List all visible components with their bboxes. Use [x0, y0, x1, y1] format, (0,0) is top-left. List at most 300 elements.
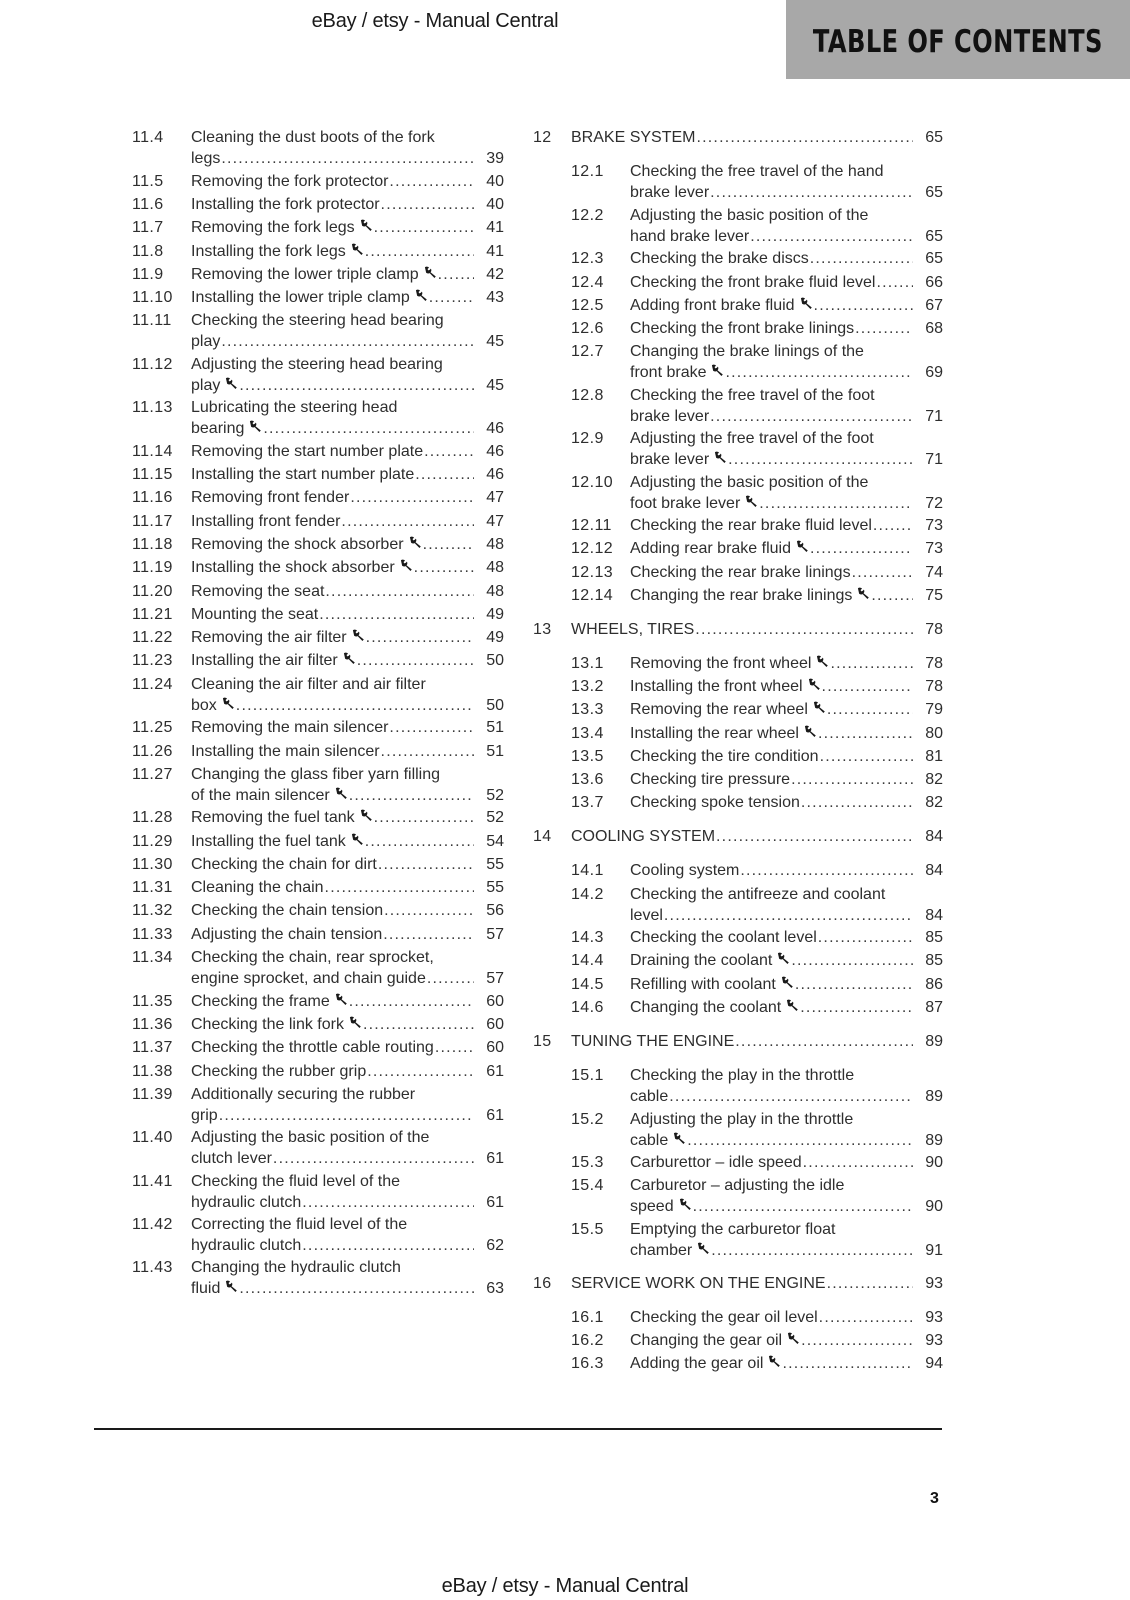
toc-entry[interactable]: [132, 1015, 504, 1036]
toc-entry-number: 11.40: [132, 1129, 173, 1146]
toc-entry[interactable]: [533, 563, 943, 584]
toc-entry-title: Adding front brake fluid: [630, 297, 795, 314]
toc-entry[interactable]: [533, 1176, 943, 1218]
toc-chapter-entry[interactable]: [533, 1274, 943, 1295]
toc-entry[interactable]: [533, 724, 943, 745]
toc-entry-body: [630, 885, 943, 927]
toc-entry[interactable]: [132, 265, 504, 286]
toc-entry[interactable]: [533, 1331, 943, 1352]
leader-dots: [728, 450, 913, 470]
toc-entry[interactable]: [533, 1308, 943, 1329]
toc-entry-title: play: [191, 377, 221, 394]
toc-entry-body: [571, 1274, 943, 1295]
toc-entry-title: foot brake lever: [630, 495, 741, 512]
toc-entry-number: 11.29: [132, 833, 173, 850]
toc-entry-number: 11.6: [132, 196, 164, 213]
toc-page-number: 57: [486, 926, 504, 943]
toc-chapter-entry[interactable]: [533, 1032, 943, 1053]
toc-entry[interactable]: [533, 162, 943, 204]
toc-entry-body: [630, 1110, 943, 1152]
toc-entry[interactable]: [132, 1085, 504, 1127]
toc-entry[interactable]: [132, 1062, 504, 1083]
leader-dots: [750, 227, 913, 247]
leader-dots: [383, 925, 474, 945]
leader-dots: [855, 319, 913, 339]
toc-entry-body: [630, 1176, 943, 1218]
toc-entry-number: 16.3: [571, 1355, 604, 1372]
toc-entry-number: 12.11: [571, 517, 612, 534]
toc-page-number: 55: [486, 856, 504, 873]
toc-entry-body: [630, 516, 943, 537]
toc-entry-body: [191, 1172, 504, 1214]
leader-dots: [367, 1062, 474, 1082]
toc-entry-body: [571, 1032, 943, 1053]
leader-dots: [791, 770, 913, 790]
wrench-icon: [812, 700, 826, 714]
toc-page-number: 50: [486, 697, 504, 714]
toc-page-number: 51: [486, 743, 504, 760]
toc-entry-title: Checking the link fork: [191, 1016, 344, 1033]
toc-entry-title: grip: [191, 1107, 218, 1124]
toc-entry-title: Checking the free travel of the foot: [630, 387, 875, 404]
toc-entry-number: 12.7: [571, 343, 604, 360]
wrench-icon: [414, 288, 428, 302]
leader-dots: [716, 827, 913, 847]
leader-dots: [710, 407, 913, 427]
toc-entry-number: 13.4: [571, 725, 604, 742]
leader-dots: [365, 242, 474, 262]
toc-entry[interactable]: [533, 1066, 943, 1108]
toc-page-number: 41: [486, 219, 504, 236]
toc-entry[interactable]: [533, 885, 943, 927]
leader-dots: [423, 535, 474, 555]
leader-dots: [239, 376, 474, 396]
toc-chapter-entry[interactable]: [533, 128, 943, 149]
toc-page-number: 66: [925, 274, 943, 291]
toc-entry[interactable]: [533, 273, 943, 294]
toc-entry-number: 12.9: [571, 430, 604, 447]
toc-entry-number: 11.43: [132, 1259, 173, 1276]
toc-entry-number: 11.24: [132, 676, 173, 693]
toc-entry-body: [191, 808, 504, 829]
leader-dots: [710, 183, 913, 203]
toc-entry-body: [191, 878, 504, 899]
toc-entry[interactable]: [132, 948, 504, 990]
toc-entry[interactable]: [132, 765, 504, 807]
wrench-icon: [359, 808, 373, 822]
toc-entry-title: Checking the front brake linings: [630, 320, 855, 337]
toc-entry-body: [630, 1153, 943, 1174]
toc-entry-title: Removing front fender: [191, 489, 350, 506]
toc-entry-title: Installing the lower triple clamp: [191, 289, 410, 306]
toc-entry-number: 11.7: [132, 219, 164, 236]
toc-entry-body: [191, 1038, 504, 1059]
toc-entry[interactable]: [132, 1258, 504, 1300]
toc-entry-number: 11.39: [132, 1086, 173, 1103]
toc-page-number: 94: [925, 1355, 943, 1372]
toc-entry-title: Checking spoke tension: [630, 794, 800, 811]
toc-entry-number: 11.41: [132, 1173, 173, 1190]
toc-entry-title: Installing the air filter: [191, 652, 338, 669]
toc-entry[interactable]: [132, 355, 504, 397]
toc-entry[interactable]: [533, 928, 943, 949]
toc-entry-body: [191, 1085, 504, 1127]
wrench-icon: [785, 998, 799, 1012]
leader-dots: [818, 724, 913, 744]
toc-entry-number: 11.36: [132, 1016, 173, 1033]
toc-entry[interactable]: [132, 242, 504, 263]
toc-entry-title: play: [191, 333, 221, 350]
toc-entry[interactable]: [132, 1172, 504, 1214]
toc-entry[interactable]: [132, 558, 504, 579]
wrench-icon: [348, 1015, 362, 1029]
toc-entry-body: [630, 998, 943, 1019]
toc-entry-body: [191, 242, 504, 263]
wrench-icon: [856, 586, 870, 600]
toc-entry-body: [191, 288, 504, 309]
toc-entry[interactable]: [533, 429, 943, 471]
leader-dots: [782, 1354, 913, 1374]
toc-entry[interactable]: [533, 539, 943, 560]
leader-dots: [693, 1197, 913, 1217]
toc-page-number: 89: [925, 1132, 943, 1149]
toc-entry[interactable]: [132, 925, 504, 946]
toc-entry-title: Refilling with coolant: [630, 976, 776, 993]
toc-page-number: 90: [925, 1154, 943, 1171]
toc-entry[interactable]: [533, 747, 943, 768]
wrench-icon: [224, 376, 238, 390]
toc-entry-title: Cleaning the dust boots of the fork: [191, 129, 435, 146]
toc-entry[interactable]: [533, 951, 943, 972]
toc-chapter-entry[interactable]: [533, 620, 943, 641]
toc-entry-body: [630, 563, 943, 584]
toc-entry[interactable]: [533, 206, 943, 248]
toc-entry[interactable]: [132, 832, 504, 853]
toc-entry-number: 11.30: [132, 856, 173, 873]
leader-dots: [341, 512, 474, 532]
toc-entry[interactable]: [132, 398, 504, 440]
toc-page-number: 75: [925, 587, 943, 604]
toc-entry-number: 16: [533, 1275, 552, 1292]
toc-entry[interactable]: [533, 861, 943, 882]
toc-entry-number: 11.4: [132, 129, 164, 146]
toc-entry-number: 11.28: [132, 809, 173, 826]
toc-entry[interactable]: [132, 195, 504, 216]
toc-entry-number: 12.5: [571, 297, 604, 314]
toc-entry[interactable]: [533, 700, 943, 721]
toc-page-number: 52: [486, 809, 504, 826]
toc-entry[interactable]: [132, 311, 504, 353]
toc-entry[interactable]: [533, 998, 943, 1019]
toc-entry[interactable]: [132, 288, 504, 309]
toc-entry[interactable]: [132, 901, 504, 922]
toc-entry-title: Removing the air filter: [191, 629, 347, 646]
toc-entry-title: Checking the rubber grip: [191, 1063, 367, 1080]
toc-entry-number: 14.3: [571, 929, 604, 946]
toc-entry-body: [630, 429, 943, 471]
toc-entry-number: 11.11: [132, 312, 172, 329]
toc-entry[interactable]: [132, 651, 504, 672]
leader-dots: [415, 465, 474, 485]
leader-dots: [429, 288, 474, 308]
toc-entry-body: [571, 827, 943, 848]
toc-page-number: 85: [925, 929, 943, 946]
toc-entry-title: front brake: [630, 364, 707, 381]
wrench-icon: [399, 558, 413, 572]
toc-entry-body: [191, 901, 504, 922]
toc-page-number: 65: [925, 184, 943, 201]
toc-entry-title: Checking the chain for dirt: [191, 856, 377, 873]
leader-dots: [820, 747, 913, 767]
toc-page-number: 72: [925, 495, 943, 512]
toc-page-number: 73: [925, 517, 943, 534]
wrench-icon: [815, 654, 829, 668]
toc-entry-title: Installing the main silencer: [191, 743, 380, 760]
toc-page-number: 46: [486, 443, 504, 460]
toc-entry[interactable]: [132, 718, 504, 739]
leader-dots: [389, 718, 474, 738]
toc-page-number: 65: [925, 250, 943, 267]
toc-entry-body: [191, 488, 504, 509]
toc-page-number: 67: [925, 297, 943, 314]
leader-dots: [366, 628, 474, 648]
toc-entry-number: 15.1: [571, 1067, 604, 1084]
leader-dots: [236, 696, 474, 716]
toc-entry-title: Installing the fuel tank: [191, 833, 346, 850]
toc-entry[interactable]: [132, 488, 504, 509]
toc-entry-title: Adjusting the steering head bearing: [191, 356, 443, 373]
toc-page-number: 61: [486, 1150, 504, 1167]
toc-entry-title: Draining the coolant: [630, 952, 773, 969]
toc-entry-title: Adjusting the free travel of the foot: [630, 430, 874, 447]
toc-page-number: 74: [925, 564, 943, 581]
toc-entry[interactable]: [533, 319, 943, 340]
toc-page-number: 84: [925, 862, 943, 879]
leader-dots: [852, 563, 913, 583]
toc-entry-body: [630, 1220, 943, 1262]
leader-dots: [818, 928, 913, 948]
toc-page-number: 78: [925, 621, 943, 638]
toc-entry-title: Removing the fuel tank: [191, 809, 355, 826]
toc-entry-number: 11.23: [132, 652, 173, 669]
toc-entry[interactable]: [533, 677, 943, 698]
toc-page-number: 79: [925, 701, 943, 718]
toc-entry[interactable]: [132, 1215, 504, 1257]
toc-entry[interactable]: [132, 442, 504, 463]
toc-page-number: 78: [925, 678, 943, 695]
leader-dots: [438, 265, 474, 285]
toc-entry-number: 11.20: [132, 583, 173, 600]
leader-dots: [374, 808, 474, 828]
toc-entry-title: Checking the chain, rear sprocket,: [191, 949, 434, 966]
toc-entry-title: Adding the gear oil: [630, 1355, 764, 1372]
toc-page-number: 65: [925, 129, 943, 146]
toc-entry-title: Installing the start number plate: [191, 466, 415, 483]
toc-page-number: 93: [925, 1275, 943, 1292]
toc-entry-body: [630, 1331, 943, 1352]
leader-dots: [669, 1087, 913, 1107]
toc-entry-number: 12.12: [571, 540, 614, 557]
toc-entry-title: Checking the free travel of the hand: [630, 163, 884, 180]
toc-entry-number: 12.14: [571, 587, 614, 604]
toc-entry-number: 12.1: [571, 163, 604, 180]
wrench-icon: [351, 628, 365, 642]
toc-entry-title: Installing the shock absorber: [191, 559, 395, 576]
leader-dots: [725, 363, 913, 383]
toc-entry[interactable]: [132, 218, 504, 239]
toc-entry-number: 11.5: [132, 173, 164, 190]
leader-dots: [263, 419, 474, 439]
toc-entry-body: [191, 1215, 504, 1257]
footer-divider: [94, 1428, 942, 1430]
wrench-icon: [799, 296, 813, 310]
toc-entry-number: 11.42: [132, 1216, 173, 1233]
toc-entry[interactable]: [533, 342, 943, 384]
toc-page-number: 78: [925, 655, 943, 672]
toc-entry[interactable]: [533, 1354, 943, 1375]
toc-entry[interactable]: [132, 172, 504, 193]
toc-page-number: 80: [925, 725, 943, 742]
toc-entry[interactable]: [533, 249, 943, 270]
toc-entry-number: 15.3: [571, 1154, 604, 1171]
toc-entry[interactable]: [132, 628, 504, 649]
toc-entry[interactable]: [132, 855, 504, 876]
toc-entry-title: fluid: [191, 1280, 221, 1297]
toc-entry-number: 14: [533, 828, 552, 845]
toc-entry[interactable]: [533, 516, 943, 537]
toc-entry-body: [191, 765, 504, 807]
toc-entry[interactable]: [533, 386, 943, 428]
toc-entry-body: [191, 558, 504, 579]
toc-entry[interactable]: [132, 742, 504, 763]
leader-dots: [381, 742, 474, 762]
toc-entry-title: Installing the fork protector: [191, 196, 380, 213]
toc-entry-body: [630, 1066, 943, 1108]
leader-dots: [389, 172, 474, 192]
leader-dots: [424, 442, 474, 462]
toc-entry[interactable]: [132, 675, 504, 717]
toc-entry[interactable]: [132, 535, 504, 556]
toc-entry-title: of the main silencer: [191, 787, 330, 804]
toc-entry[interactable]: [533, 975, 943, 996]
toc-entry-body: [191, 651, 504, 672]
toc-entry-title: hand brake lever: [630, 228, 750, 245]
leader-dots: [427, 969, 474, 989]
toc-entry-title: Changing the hydraulic clutch: [191, 1259, 401, 1276]
leader-dots: [384, 901, 474, 921]
toc-entry[interactable]: [533, 654, 943, 675]
toc-entry-body: [191, 582, 504, 603]
leader-dots: [687, 1131, 913, 1151]
toc-entry[interactable]: [132, 1128, 504, 1170]
toc-entry[interactable]: [533, 793, 943, 814]
toc-entry-number: 12.8: [571, 387, 604, 404]
wrench-icon: [713, 450, 727, 464]
toc-entry-number: 11.9: [132, 266, 164, 283]
toc-page-number: 69: [925, 364, 943, 381]
toc-entry-number: 11.8: [132, 243, 164, 260]
toc-entry-title: Cleaning the air filter and air filter: [191, 676, 426, 693]
leader-dots: [827, 1274, 913, 1294]
watermark-top: eBay / etsy - Manual Central: [311, 10, 559, 32]
leader-dots: [363, 1015, 474, 1035]
toc-entry-title: Changing the coolant: [630, 999, 782, 1016]
toc-entry[interactable]: [533, 1153, 943, 1174]
toc-entry-body: [191, 718, 504, 739]
toc-entry[interactable]: [132, 128, 504, 170]
toc-entry[interactable]: [533, 770, 943, 791]
toc-entry-body: [191, 605, 504, 626]
toc-entry-title: Adjusting the basic position of the: [191, 1129, 430, 1146]
toc-entry-number: 11.16: [132, 489, 173, 506]
leader-dots: [378, 855, 474, 875]
toc-entry-number: 11.13: [132, 399, 173, 416]
leader-dots: [325, 878, 474, 898]
toc-entry[interactable]: [132, 465, 504, 486]
toc-entry-title: Carburettor – idle speed: [630, 1154, 802, 1171]
toc-entry-title: Installing the fork legs: [191, 243, 346, 260]
leader-dots: [810, 249, 913, 269]
leader-dots: [435, 1038, 474, 1058]
wrench-icon: [224, 1279, 238, 1293]
wrench-icon: [696, 1241, 710, 1255]
toc-entry[interactable]: [533, 473, 943, 515]
toc-page-number: 81: [925, 748, 943, 765]
leader-dots: [873, 516, 913, 536]
toc-entry-title: Removing the fork protector: [191, 173, 389, 190]
toc-entry[interactable]: [132, 992, 504, 1013]
leader-dots: [871, 586, 913, 606]
toc-entry-body: [191, 355, 504, 397]
toc-entry-body: [191, 742, 504, 763]
toc-entry-body: [630, 296, 943, 317]
toc-entry-body: [630, 162, 943, 204]
leader-dots: [696, 128, 913, 148]
toc-entry-title: Changing the brake linings of the: [630, 343, 864, 360]
leader-dots: [349, 992, 474, 1012]
toc-entry[interactable]: [533, 1110, 943, 1152]
toc-page-number: 48: [486, 536, 504, 553]
toc-entry-body: [191, 948, 504, 990]
toc-entry[interactable]: [533, 586, 943, 607]
toc-entry-number: 14.1: [571, 862, 604, 879]
toc-entry[interactable]: [132, 878, 504, 899]
toc-entry-title: Checking the tire condition: [630, 748, 819, 765]
toc-entry[interactable]: [132, 1038, 504, 1059]
leader-dots: [219, 1106, 474, 1126]
toc-entry-body: [191, 675, 504, 717]
toc-entry[interactable]: [132, 605, 504, 626]
toc-page-number: 89: [925, 1033, 943, 1050]
toc-page-number: 51: [486, 719, 504, 736]
toc-entry-title: Checking the brake discs: [630, 250, 809, 267]
toc-entry-title: Checking tire pressure: [630, 771, 791, 788]
toc-entry-body: [191, 832, 504, 853]
toc-page-number: 46: [486, 420, 504, 437]
toc-page-number: 63: [486, 1280, 504, 1297]
toc-chapter-entry[interactable]: [533, 827, 943, 848]
leader-dots: [319, 605, 474, 625]
toc-entry[interactable]: [533, 1220, 943, 1262]
toc-entry-title: brake lever: [630, 451, 710, 468]
toc-entry-title: SERVICE WORK ON THE ENGINE: [571, 1275, 826, 1292]
toc-entry[interactable]: [132, 512, 504, 533]
toc-entry[interactable]: [132, 582, 504, 603]
toc-entry-title: Changing the gear oil: [630, 1332, 783, 1349]
wrench-icon: [795, 539, 809, 553]
toc-entry[interactable]: [132, 808, 504, 829]
toc-entry[interactable]: [533, 296, 943, 317]
